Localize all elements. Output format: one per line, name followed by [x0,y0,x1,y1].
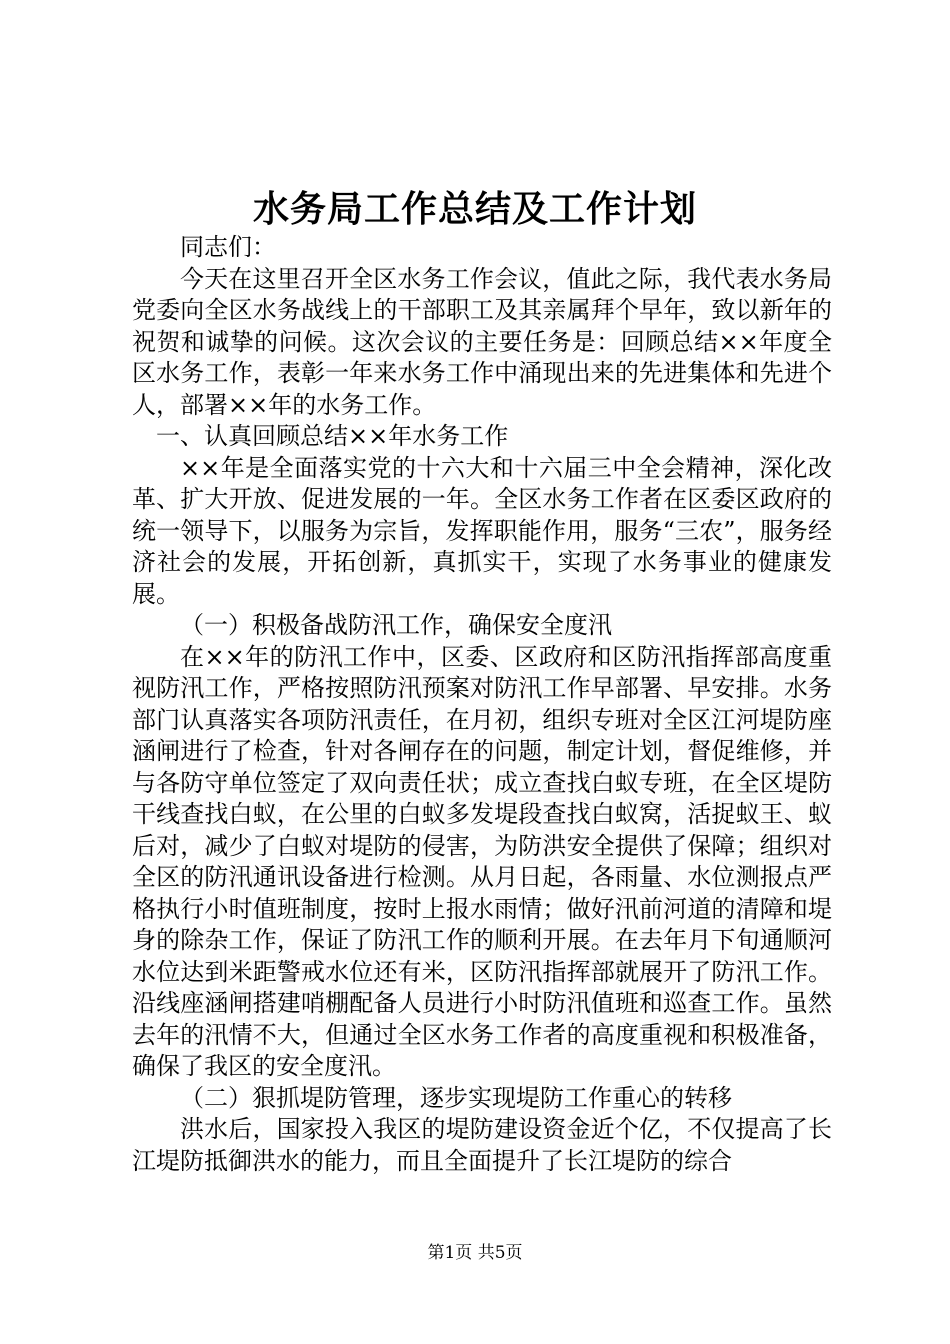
paragraph-embankment: 洪水后，国家投入我区的堤防建设资金近个亿，不仅提高了长江堤防抵御洪水的能力，而且全面提升了长江堤防的综合 [132,1115,832,1175]
section-heading-1: 一、认真回顾总结××年水务工作 [156,422,509,450]
page-title: 水务局工作总结及工作计划 [252,188,697,230]
paragraph-flood-control: 在××年的防汛工作中，区委、区政府和区防汛指挥部高度重视防汛工作，严格按照防汛预案对防汛工作早部署、早安排。水务部门认真落实各项防汛责任，在月初，组织专班对全区江河堤防座涵闸进行了检查，针对各闸存在的问题，制定计划，督促维修，并与各防守单位签定了双向责任状；成立查找白蚁专班，在全区堤防干线查找白蚁，在公里的白蚁多发堤段查找白蚁窝，活捉蚁王、蚁后对，减少了白蚁对堤防的侵害，为防洪安全提供了保障；组织对全区的防汛通讯设备进行检测。从月日起，各雨量、水位测报点严格执行小时值班制度，按时上报水雨情；做好汛前河道的清障和堤身的除杂工作，保证了防汛工作的顺利开展。在去年月下旬通顺河水位达到米距警戒水位还有米，区防汛指挥部就展开了防汛工作。沿线座涵闸搭建哨棚配备人员进行小时防汛值班和巡查工作。虽然去年的汛情不大，但通过全区水务工作者的高度重视和积极准备，确保了我区的安全度汛。 [132,642,832,1080]
page-footer: 第1页 共5页 [427,1243,523,1263]
salutation: 同志们： [180,233,276,261]
paragraph-overview: ××年是全面落实党的十六大和十六届三中全会精神，深化改革、扩大开放、促进发展的一年。全区水务工作者在区委区政府的统一领导下，以服务为宗旨，发挥职能作用，服务“三农”，服务经济社会的发展，开拓创新，真抓实干，实现了水务事业的健康发展。 [132,453,832,608]
paragraph-intro: 今天在这里召开全区水务工作会议，值此之际，我代表水务局党委向全区水务战线上的干部职工及其亲属拜个早年，致以新年的祝贺和诚挚的问候。这次会议的主要任务是：回顾总结××年度全区水务工作，表彰一年来水务工作中涌现出来的先进集体和先进个人，部署××年的水务工作。 [132,264,832,419]
subsection-heading-1: （一）积极备战防汛工作，确保安全度汛 [180,611,612,639]
document-body [132,232,832,1177]
subsection-heading-2: （二）狠抓堤防管理，逐步实现堤防工作重心的转移 [180,1083,732,1112]
